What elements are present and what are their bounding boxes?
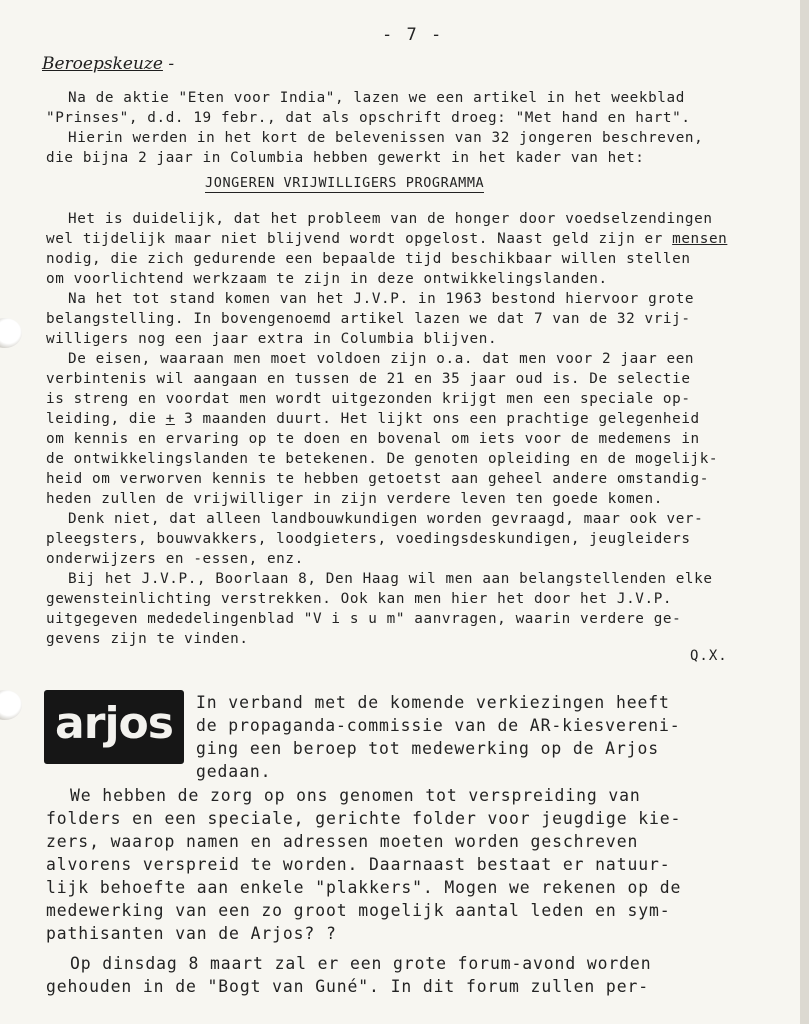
- body-line: die bijna 2 jaar in Columbia hebben gewerkt in het kader van het:: [46, 150, 645, 166]
- line-text: 3 maanden duurt. Het lijkt ons een prachtige gelegenheid: [174, 411, 700, 427]
- body-line: lijk behoefte aan enkele "plakkers". Mogen we rekenen op de: [46, 878, 682, 897]
- body-line: We hebben de zorg op ons genomen tot verspreiding van: [70, 786, 641, 805]
- body-line: is streng en voordat men wordt uitgezonden krijgt men een speciale op-: [46, 391, 691, 407]
- body-line: "Prinses", d.d. 19 febr., dat als opschrift droeg: "Met hand en hart".: [46, 110, 691, 126]
- body-line: gevens zijn te vinden.: [46, 631, 249, 647]
- body-line: Bij het J.V.P., Boorlaan 8, Den Haag wil men aan belangstellenden elke: [68, 571, 713, 587]
- section-heading: [42, 54, 174, 74]
- body-line: folders en een speciale, gerichte folder voor jeugdige kie-: [46, 809, 682, 828]
- arjos-logo: [44, 690, 184, 764]
- body-line: pleegsters, bouwvakkers, loodgieters, voedingsdeskundigen, jeugleiders: [46, 531, 691, 547]
- body-line: verbintenis wil aangaan en tussen de 21 en 35 jaar oud is. De selectie: [46, 371, 691, 387]
- body-line: om kennis en ervaring op te doen en bovenal om iets voor de medemens in: [46, 431, 700, 447]
- body-line: onderwijzers en -essen, enz.: [46, 551, 304, 567]
- heading-dash: -: [168, 54, 175, 74]
- program-title: JONGEREN VRIJWILLIGERS PROGRAMMA: [205, 175, 485, 191]
- body-line: alvorens verspreid te worden. Daarnaast bestaat er natuur-: [46, 855, 671, 874]
- body-line: Hierin werden in het kort de belevenissen van 32 jongeren beschreven,: [68, 130, 704, 146]
- body-line: Denk niet, dat alleen landbouwkundigen worden gevraagd, maar ook ver-: [68, 511, 704, 527]
- line-text: leiding, die: [46, 411, 166, 427]
- body-line: Het is duidelijk, dat het probleem van de honger door voedselzendingen: [68, 211, 713, 227]
- page-edge: [800, 0, 809, 1024]
- punch-hole: [0, 690, 22, 720]
- body-line: [46, 231, 727, 247]
- body-line: ging een beroep tot medewerking op de Arjos: [196, 739, 660, 758]
- plus-minus-symbol: +: [165, 411, 175, 427]
- body-line: Op dinsdag 8 maart zal er een grote forum-avond worden: [70, 954, 652, 973]
- body-line: In verband met de komende verkiezingen heeft: [196, 693, 670, 712]
- body-line: de propaganda-commissie van de AR-kiesvereni-: [196, 716, 681, 735]
- heading-title: Beroepskeuze: [42, 54, 163, 74]
- body-line: om voorlichtend werkzaam te zijn in deze ontwikkelingslanden.: [46, 271, 608, 287]
- underlined-word: mensen: [672, 231, 728, 247]
- body-line: medewerking van een zo groot mogelijk aantal leden en sym-: [46, 901, 671, 920]
- body-line: Na de aktie "Eten voor India", lazen we een artikel in het weekblad: [68, 90, 685, 106]
- logo-text: arjos: [55, 698, 173, 749]
- body-line: De eisen, waaraan men moet voldoen zijn o.a. dat men voor 2 jaar een: [68, 351, 695, 367]
- body-line: heid om verworven kennis te hebben getoetst aan geheel andere omstandig-: [46, 471, 709, 487]
- page-number: - 7 -: [382, 25, 444, 45]
- body-line: uitgegeven mededelingenblad "V i s u m" aanvragen, waarin verdere ge-: [46, 611, 682, 627]
- body-line: willigers nog een jaar extra in Columbia blijven.: [46, 331, 498, 347]
- punch-hole: [0, 318, 22, 348]
- body-line: de ontwikkelingslanden te betekenen. De genoten opleiding en de mogelijk-: [46, 451, 719, 467]
- body-line: nodig, die zich gedurende een bepaalde tijd beschikbaar willen stellen: [46, 251, 691, 267]
- body-line: heden zullen de vrijwilliger in zijn verdere leven ten goede komen.: [46, 491, 663, 507]
- body-line: [46, 411, 700, 427]
- body-line: zers, waarop namen en adressen moeten worden geschreven: [46, 832, 639, 851]
- body-line: Na het tot stand komen van het J.V.P. in 1963 bestond hiervoor grote: [68, 291, 695, 307]
- body-line: belangstelling. In bovengenoemd artikel lazen we dat 7 van de 32 vrij-: [46, 311, 691, 327]
- signature: Q.X.: [690, 648, 728, 664]
- body-line: gehouden in de "Bogt van Guné". In dit forum zullen per-: [46, 977, 650, 996]
- body-line: gedaan.: [196, 762, 272, 781]
- body-line: gewensteinlichting verstrekken. Ook kan men hier het door het J.V.P.: [46, 591, 673, 607]
- line-text: wel tijdelijk maar niet blijvend wordt opgelost. Naast geld zijn er: [46, 231, 673, 247]
- body-line: pathisanten van de Arjos? ?: [46, 924, 337, 943]
